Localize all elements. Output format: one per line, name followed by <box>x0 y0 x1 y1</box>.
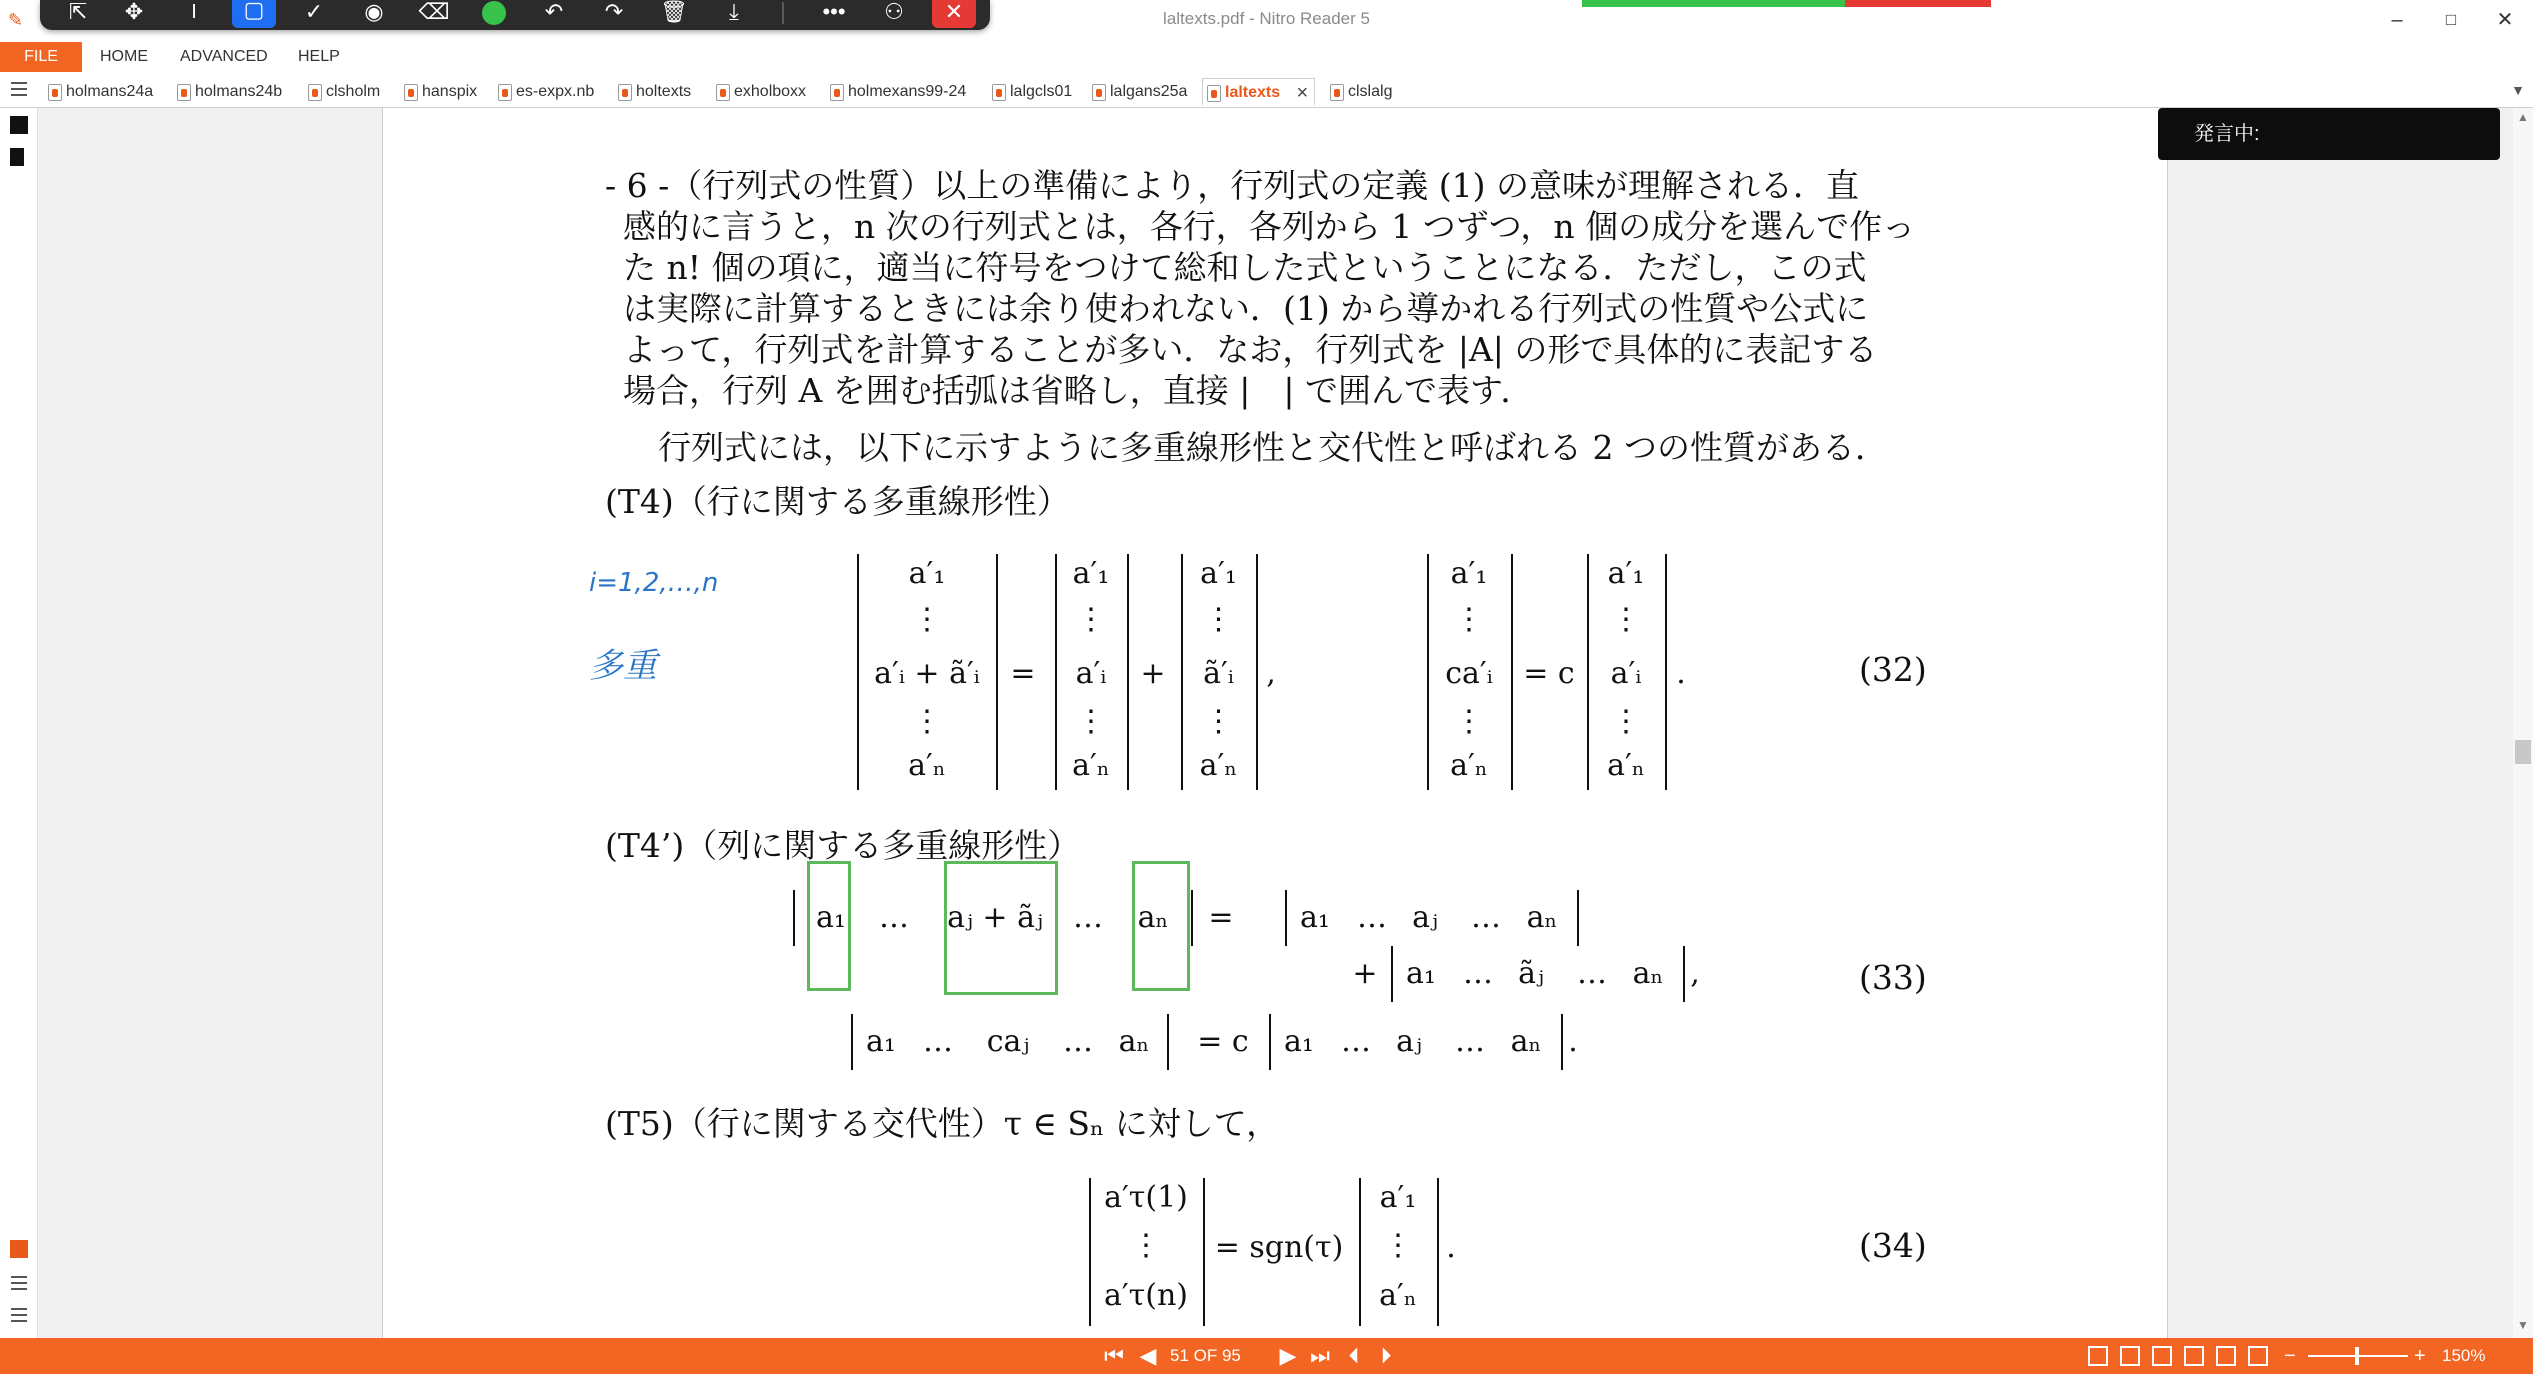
matrix-cell: a′τ(n) <box>1103 1278 1189 1313</box>
zoom-out-icon[interactable]: − <box>2284 1345 2296 1367</box>
matrix-cell: … <box>1357 900 1387 935</box>
forward-view-icon[interactable]: ⏵ <box>1380 1343 1392 1368</box>
period: . <box>1568 1024 1578 1059</box>
previous-page-icon[interactable]: ◀ <box>1139 1343 1157 1368</box>
matrix-cell: ⋮ <box>1611 602 1641 637</box>
matrix-cell: ⋮ <box>1454 602 1484 637</box>
equals-sign: = <box>1010 656 1036 691</box>
pdf-icon <box>308 84 322 101</box>
tab-holtexts[interactable] <box>614 78 691 106</box>
equals-c: = c <box>1523 656 1575 691</box>
pdf-icon <box>992 84 1006 101</box>
tab-clslalg[interactable] <box>1326 78 1392 106</box>
back-view-icon[interactable]: ⏴ <box>1348 1343 1360 1368</box>
equation-number: (32) <box>1859 650 1927 689</box>
para-line: た n! 個の項に，適当に符号をつけて総和した式ということになる．ただし，この式 <box>623 248 1867 287</box>
matrix-cell: ãⱼ <box>1518 956 1544 991</box>
menu-home[interactable]: HOME <box>100 48 148 65</box>
first-page-icon[interactable]: ⏮ <box>1104 1343 1124 1368</box>
more-icon[interactable]: ••• <box>822 0 846 24</box>
matrix-cell: a′ₙ <box>1450 748 1488 783</box>
para-line: よって，行列式を計算することが多い．なお，行列式を |A| の形で具体的に表記する <box>623 330 1878 369</box>
matrix-cell: a₁ <box>816 900 846 935</box>
matrix-cell: ⋮ <box>1131 1228 1161 1263</box>
tab-overflow-icon[interactable]: ▼ <box>2511 82 2525 98</box>
eraser-icon[interactable]: ⌫ <box>418 0 450 24</box>
matrix-cell: a₁ <box>1284 1024 1314 1059</box>
det-bar <box>793 890 795 946</box>
matrix-cell: ⋮ <box>1203 704 1234 739</box>
matrix-cell: ⋮ <box>1454 704 1484 739</box>
tab-lalgcls01[interactable] <box>988 78 1072 106</box>
tab-label: holtexts <box>636 83 692 100</box>
tab-holmexans99-24[interactable] <box>826 78 966 106</box>
matrix-cell: ⋮ <box>912 704 942 739</box>
matrix-cell: a₁ <box>1300 900 1330 935</box>
download-icon[interactable]: ⤓ <box>729 0 739 24</box>
facing-continuous-view-icon[interactable] <box>2184 1346 2204 1366</box>
rectangle-tool-icon[interactable]: ▢ <box>232 0 276 28</box>
pdf-icon <box>498 84 512 101</box>
menu-bar <box>0 42 2533 72</box>
det-bar <box>1167 1014 1169 1070</box>
document-viewport[interactable] <box>38 108 2520 1338</box>
det-bar <box>1256 554 1258 790</box>
det-bar <box>1285 890 1287 946</box>
nitro-logo-icon: ✎ <box>8 10 24 30</box>
undo-icon[interactable]: ↶ <box>544 0 564 24</box>
annotation-toolbar <box>40 0 990 30</box>
para-line: 場合，行列 A を囲む括弧は省略し，直接 | | で囲んで表す． <box>623 371 1534 410</box>
matrix-cell: … <box>1471 900 1501 935</box>
pdf-icon <box>830 84 844 101</box>
menu-advanced[interactable]: ADVANCED <box>180 48 268 65</box>
equals-sign: = <box>1208 900 1234 935</box>
check-icon[interactable]: ✓ <box>304 0 324 24</box>
pdf-icon <box>618 84 632 101</box>
det-bar <box>1561 1014 1563 1070</box>
tab-lalgans25a[interactable] <box>1088 78 1187 106</box>
tab-es-expx[interactable] <box>494 78 594 106</box>
matrix-cell: ⋮ <box>1076 602 1106 637</box>
comments-panel-icon[interactable] <box>8 1238 30 1260</box>
menu-file[interactable]: FILE <box>0 42 82 72</box>
det-bar <box>1191 890 1193 946</box>
speaking-indicator: 発言中: <box>2158 108 2500 160</box>
det-bar <box>1203 1178 1205 1326</box>
close-window-icon[interactable]: ✕ <box>2496 9 2514 31</box>
vertical-scrollbar[interactable] <box>2513 108 2533 1338</box>
last-page-icon[interactable]: ⏭ <box>1310 1343 1330 1368</box>
equals-c: = c <box>1197 1024 1249 1059</box>
minimize-icon[interactable]: – <box>2391 9 2403 31</box>
pages-panel-icon[interactable] <box>8 78 30 100</box>
matrix-cell: aₙ <box>1137 900 1169 935</box>
matrix-cell: a′₁ <box>1072 556 1110 591</box>
scroll-down-icon[interactable]: ▼ <box>2517 1318 2529 1332</box>
tab-label: holmans24a <box>66 83 154 100</box>
progress-red <box>1845 0 1991 7</box>
matrix-cell: a′τ(1) <box>1104 1180 1188 1215</box>
matrix-cell: … <box>1455 1024 1485 1059</box>
matrix-cell: a′₁ <box>908 556 946 591</box>
matrix-cell: ã′ᵢ <box>1203 656 1234 691</box>
outline-panel-icon[interactable] <box>8 1272 30 1294</box>
scroll-up-icon[interactable]: ▲ <box>2517 110 2529 124</box>
section-heading-t4: (T4)（行に関する多重線形性） <box>605 482 1070 521</box>
matrix-cell: a′ₙ <box>1607 748 1645 783</box>
matrix-cell: aₙ <box>1632 956 1664 991</box>
close-toolbar-icon[interactable]: ✕ <box>932 0 976 28</box>
det-bar <box>1127 554 1129 790</box>
matrix-cell: ⋮ <box>1076 704 1106 739</box>
matrix-cell: ⋮ <box>1611 704 1641 739</box>
matrix-cell: ⋮ <box>1203 602 1234 637</box>
tab-label: lalgcls01 <box>1010 83 1073 100</box>
tab-label: exholboxx <box>734 83 807 100</box>
handwritten-note[interactable]: i=1,2,…,n <box>589 568 719 598</box>
matrix-cell: aⱼ + ãⱼ <box>947 900 1043 935</box>
matrix-cell: … <box>879 900 909 935</box>
matrix-cell: a′ₙ <box>908 748 946 783</box>
progress-green <box>1582 0 1845 7</box>
equation-number: (33) <box>1859 958 1927 997</box>
matrix-cell: a₁ <box>866 1024 896 1059</box>
tab-label: clslalg <box>1348 83 1393 100</box>
matrix-cell: … <box>1341 1024 1371 1059</box>
period: . <box>1676 656 1686 691</box>
document-tab-bar <box>0 74 2533 108</box>
pdf-icon <box>404 84 418 101</box>
matrix-cell: a′ᵢ <box>1610 656 1642 691</box>
det-bar <box>851 1014 853 1070</box>
tab-label: clsholm <box>326 83 381 100</box>
matrix-cell: … <box>923 1024 953 1059</box>
sgn-term: = sgn(τ) <box>1214 1230 1344 1265</box>
matrix-cell: a′ᵢ <box>1075 656 1107 691</box>
fit-width-icon[interactable] <box>2248 1346 2268 1366</box>
equation-number: (34) <box>1859 1226 1927 1265</box>
zoom-slider-thumb[interactable] <box>2355 1347 2359 1365</box>
window-title: laltexts.pdf - Nitro Reader 5 <box>1163 9 1370 28</box>
tab-label: hanspix <box>422 83 478 100</box>
comma: , <box>1690 956 1700 991</box>
toolbar-separator <box>782 2 784 24</box>
matrix-cell: aₙ <box>1118 1024 1150 1059</box>
para-line: - 6 -（行列式の性質）以上の準備により，行列式の定義 (1) の意味が理解される．直 <box>605 166 1859 205</box>
color-picker-icon[interactable] <box>472 0 516 28</box>
tab-clsholm[interactable] <box>304 78 380 106</box>
redo-icon[interactable]: ↷ <box>604 0 624 24</box>
matrix-cell: a′₁ <box>1200 556 1237 591</box>
period: . <box>1446 1230 1456 1265</box>
annotation-rectangle[interactable] <box>1132 861 1190 991</box>
tab-label: lalgans25a <box>1110 83 1188 100</box>
pdf-icon <box>48 84 62 101</box>
pdf-icon <box>177 84 191 101</box>
para-line: は実際に計算するときには余り使われない．(1) から導かれる行列式の性質や公式に <box>623 289 1869 328</box>
det-bar <box>1391 946 1393 1002</box>
zoom-in-icon[interactable]: + <box>2414 1345 2426 1367</box>
matrix-cell: … <box>1463 956 1493 991</box>
pdf-icon <box>1092 84 1106 101</box>
matrix-cell: aₙ <box>1510 1024 1542 1059</box>
det-bar <box>1577 890 1579 946</box>
attachments-panel-icon[interactable] <box>8 146 30 168</box>
pdf-icon <box>716 84 730 101</box>
status-bar <box>0 1338 2533 1374</box>
scrollbar-thumb[interactable] <box>2515 740 2531 764</box>
pdf-icon <box>1330 84 1344 101</box>
det-bar <box>1437 1178 1439 1326</box>
matrix-cell: ⋮ <box>912 602 942 637</box>
trash-icon[interactable]: 🗑 <box>660 0 688 24</box>
layers-panel-icon[interactable] <box>8 1304 30 1326</box>
matrix-cell: ca′ᵢ <box>1445 656 1493 691</box>
para-line: 感的に言うと，n 次の行列式とは，各行，各列から 1 つずつ，n 個の成分を選んで作っ <box>623 207 1916 246</box>
fit-page-icon[interactable] <box>2216 1346 2236 1366</box>
text-cursor-icon[interactable]: I <box>191 1 197 23</box>
tab-holmans24b[interactable] <box>173 78 282 106</box>
tab-holmans24a[interactable] <box>44 78 153 106</box>
comma: , <box>1266 656 1276 691</box>
tab-laltexts[interactable] <box>1202 78 1315 106</box>
tab-label: holmexans99-24 <box>848 83 967 100</box>
left-rail <box>0 108 38 1338</box>
section-heading-t4-prime: (T4’)（列に関する多重線形性） <box>605 826 1081 865</box>
page-indicator[interactable]: 51 OF 95 <box>1170 1346 1241 1365</box>
record-icon[interactable]: ◉ <box>364 0 384 24</box>
tab-hanspix[interactable] <box>400 78 477 106</box>
det-bar <box>1665 554 1667 790</box>
matrix-cell: a′ₙ <box>1072 748 1110 783</box>
matrix-cell: a′ₙ <box>1379 1278 1417 1313</box>
tab-label: laltexts <box>1225 84 1281 101</box>
det-bar <box>1511 554 1513 790</box>
matrix-cell: a′₁ <box>1607 556 1645 591</box>
single-page-view-icon[interactable] <box>2088 1346 2108 1366</box>
matrix-cell: … <box>1063 1024 1093 1059</box>
matrix-cell: a′ₙ <box>1199 748 1238 783</box>
matrix-cell: … <box>1577 956 1607 991</box>
tab-label: holmans24b <box>195 83 283 100</box>
matrix-cell: a′₁ <box>1450 556 1488 591</box>
pdf-icon <box>1207 85 1221 102</box>
matrix-cell: a′ᵢ + ã′ᵢ <box>874 656 980 691</box>
det-bar <box>1683 946 1685 1002</box>
plus-sign: + <box>1352 956 1378 991</box>
zoom-level[interactable]: 150% <box>2442 1346 2486 1365</box>
matrix-cell: aⱼ <box>1412 900 1438 935</box>
tab-exholboxx[interactable] <box>712 78 806 106</box>
annotation-rectangle[interactable] <box>944 861 1058 995</box>
progress-strip <box>1582 0 1991 7</box>
matrix-cell: a₁ <box>1406 956 1436 991</box>
facing-view-icon[interactable] <box>2152 1346 2172 1366</box>
annotation-rectangle[interactable] <box>807 861 851 991</box>
continuous-view-icon[interactable] <box>2120 1346 2140 1366</box>
menu-help[interactable]: HELP <box>298 48 340 65</box>
select-arrow-icon[interactable]: ⇱ <box>68 0 88 24</box>
matrix-cell: ⋮ <box>1383 1228 1413 1263</box>
move-icon[interactable]: ✥ <box>124 0 144 24</box>
section-heading-t5: (T5)（行に関する交代性）τ ∈ Sₙ に対して， <box>605 1104 1280 1143</box>
tab-label: es-expx.nb <box>516 83 595 100</box>
maximize-icon[interactable]: □ <box>2445 10 2457 29</box>
handwritten-note[interactable]: 多重 <box>589 646 657 686</box>
matrix-cell: a′₁ <box>1379 1180 1417 1215</box>
matrix-cell: … <box>1073 900 1103 935</box>
next-page-icon[interactable]: ▶ <box>1279 1343 1297 1368</box>
users-icon[interactable]: ⚇ <box>884 0 904 24</box>
para-line: 行列式には，以下に示すように多重線形性と交代性と呼ばれる 2 つの性質がある． <box>658 428 1888 467</box>
tab-close-icon[interactable]: × <box>1296 82 1309 104</box>
bookmarks-panel-icon[interactable] <box>8 114 30 136</box>
matrix-cell: aₙ <box>1526 900 1558 935</box>
pdf-page <box>382 108 2168 1338</box>
det-bar <box>1269 1014 1271 1070</box>
matrix-cell: caⱼ <box>986 1024 1030 1059</box>
plus-sign: + <box>1140 656 1166 691</box>
matrix-cell: aⱼ <box>1396 1024 1422 1059</box>
